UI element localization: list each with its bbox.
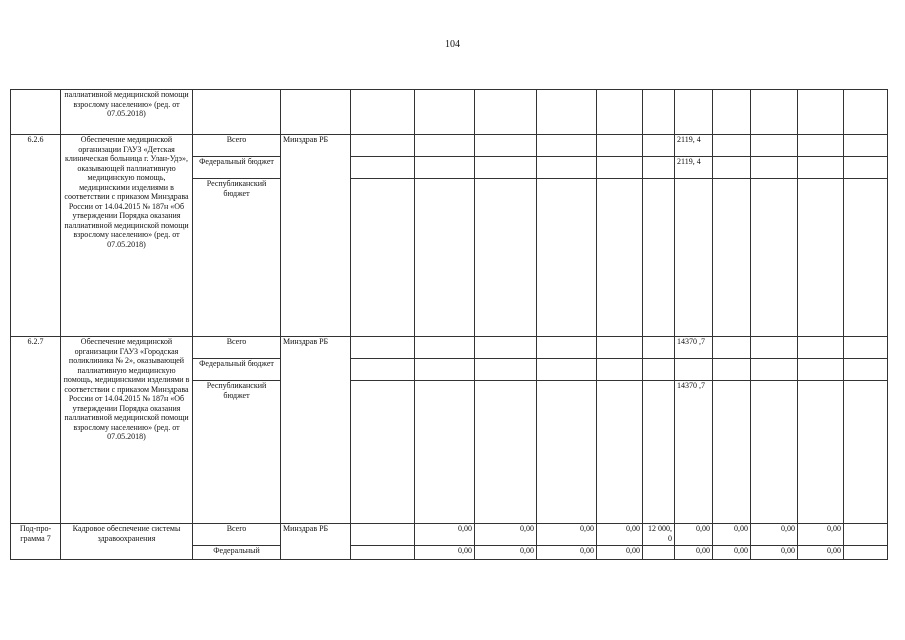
table-row <box>11 524 888 546</box>
source-cell: Федеральный <box>193 546 281 560</box>
value-cell: 0,00 <box>475 546 537 560</box>
value-cell: 0,00 <box>415 524 475 546</box>
row-number-cell: Под-про-грамма 7 <box>11 524 61 560</box>
executor-cell: Минздрав РБ <box>281 135 351 337</box>
value-cell: 12 000, 0 <box>643 524 675 546</box>
source-cell: Всего <box>193 524 281 546</box>
value-cell: 0,00 <box>713 524 751 546</box>
value-cell: 14370 ,7 <box>675 381 713 524</box>
value-cell: 0,00 <box>537 524 597 546</box>
value-cell: 0,00 <box>475 524 537 546</box>
value-cell: 2119, 4 <box>675 157 713 179</box>
source-cell: Всего <box>193 135 281 157</box>
source-cell: Федеральный бюджет <box>193 157 281 179</box>
value-cell: 0,00 <box>415 546 475 560</box>
executor-cell <box>281 90 351 135</box>
source-cell: Республиканский бюджет <box>193 381 281 524</box>
source-cell: Республиканский бюджет <box>193 179 281 337</box>
table-row <box>11 337 888 359</box>
description-cell: Обеспечение медицинской организации ГАУЗ «Детская клиническая больница г. Улан-Удэ», оказывающей паллиативную медицинскую помощь, медицинскими изделиями в соответствии с приказом Минздрава России от 14.04.2015 № 187н «Об утверждении Порядка оказания паллиативной медицинской помощи взрослому населению» (ред. от 07.05.2018) <box>61 135 193 337</box>
value-cell: 2119, 4 <box>675 135 713 157</box>
description-cell: Обеспечение медицинской организации ГАУЗ «Городская поликлиника № 2», оказывающей паллиативную медицинскую помощь, медицинскими изделиями в соответствии с приказом Минздрава России от 14.04.2015 № 187н «Об утверждении Порядка оказания паллиативной медицинской помощи взрослому населению» (ред. от 07.05.2018) <box>61 337 193 524</box>
budget-table <box>10 89 888 560</box>
table-row <box>11 90 888 135</box>
executor-cell: Минздрав РБ <box>281 337 351 524</box>
row-number-cell: 6.2.6 <box>11 135 61 337</box>
source-cell: Федеральный бюджет <box>193 359 281 381</box>
value-cell: 0,00 <box>798 524 844 546</box>
source-cell: Всего <box>193 337 281 359</box>
value-cell: 0,00 <box>597 546 643 560</box>
executor-cell: Минздрав РБ <box>281 524 351 560</box>
value-cell: 0,00 <box>751 546 798 560</box>
row-number-cell: 6.2.7 <box>11 337 61 524</box>
value-cell: 0,00 <box>597 524 643 546</box>
row-number-cell <box>11 90 61 135</box>
value-cell: 0,00 <box>713 546 751 560</box>
value-cell: 0,00 <box>798 546 844 560</box>
value-cell: 0,00 <box>751 524 798 546</box>
source-cell <box>193 90 281 135</box>
page-number: 104 <box>445 39 460 50</box>
table-row <box>11 135 888 157</box>
value-cell: 0,00 <box>675 546 713 560</box>
value-cell: 14370 ,7 <box>675 337 713 359</box>
value-cell: 0,00 <box>537 546 597 560</box>
value-cell <box>643 546 675 560</box>
description-cell: паллиативной медицинской помощи взрослому населению» (ред. от 07.05.2018) <box>61 90 193 135</box>
value-cell: 0,00 <box>675 524 713 546</box>
description-cell: Кадровое обеспечение системы здравоохранения <box>61 524 193 560</box>
